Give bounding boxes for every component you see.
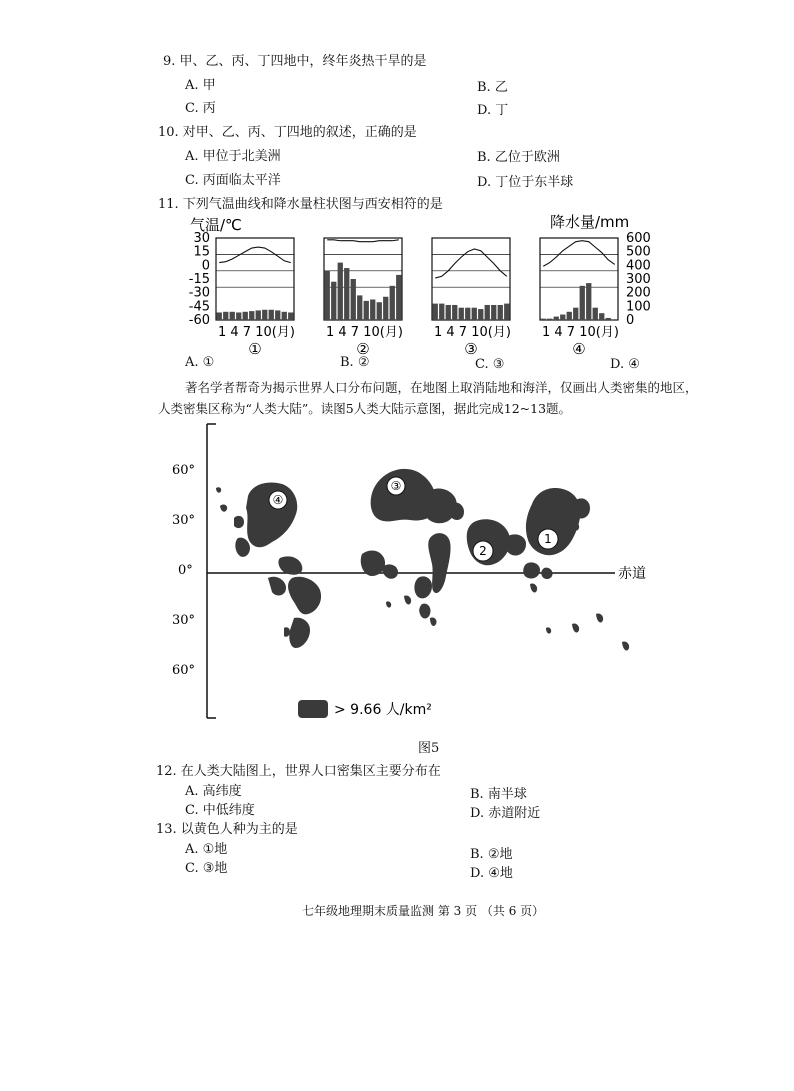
precip-bar — [282, 312, 287, 320]
precip-bar — [377, 302, 382, 320]
precip-bar — [504, 304, 509, 320]
q10-stem: 10. 对甲、乙、丙、丁四地的叙述，正确的是 — [158, 125, 417, 140]
precip-bar — [599, 313, 604, 320]
precip-bar — [338, 263, 343, 320]
precip-bar — [465, 308, 470, 320]
human-continent-map — [160, 418, 680, 730]
precip-tick-label: 500 — [626, 244, 651, 260]
precip-bar — [586, 283, 591, 320]
q9-option-d: D. 丁 — [477, 103, 509, 118]
temp-curve — [219, 247, 291, 262]
q12-option-d: D. 赤道附近 — [470, 806, 541, 821]
q10-option-d: D. 丁位于东半球 — [477, 175, 574, 190]
precip-bar — [236, 312, 241, 320]
precip-bar — [547, 319, 552, 320]
climate-charts — [170, 210, 670, 360]
page-footer: 七年级地理期末质量监测 第 3 页 （共 6 页） — [302, 904, 545, 918]
q13-option-c: C. ③地 — [185, 861, 228, 876]
precip-bar — [370, 300, 375, 321]
legend-swatch — [298, 700, 328, 718]
precip-bar — [243, 312, 248, 320]
precip-tick-label: 600 — [626, 231, 651, 246]
q12-option-a: A. 高纬度 — [185, 784, 242, 799]
precip-bar — [288, 312, 293, 320]
x-tick-labels: 1 4 7 10(月) — [218, 325, 295, 340]
precip-bar — [223, 312, 228, 320]
precip-bar — [256, 310, 261, 320]
precip-bar — [433, 304, 438, 320]
precip-tick-label: 0 — [626, 313, 635, 328]
temp-curve — [327, 240, 399, 242]
precip-bar — [478, 309, 483, 320]
q9-option-b: B. 乙 — [477, 80, 508, 95]
q9-option-c: C. 丙 — [185, 101, 216, 116]
temp-tick-label: -45 — [188, 299, 210, 315]
q12-stem: 12. 在人类大陆图上，世界人口密集区主要分布在 — [156, 764, 441, 779]
q12-option-b: B. 南半球 — [470, 787, 527, 802]
chart-number-label: ③ — [464, 340, 478, 358]
lat-label-30n: 30° — [172, 513, 196, 528]
precip-bar — [275, 310, 280, 320]
climate-chart-panel — [216, 238, 295, 358]
precip-bar — [383, 297, 388, 320]
precip-bar — [485, 305, 490, 320]
q13-option-a: A. ①地 — [185, 842, 228, 857]
precip-bar — [439, 304, 444, 320]
precip-bar — [554, 317, 559, 320]
precip-bar — [269, 310, 274, 320]
precip-bar — [351, 279, 356, 320]
lat-label-60s: 60° — [172, 663, 196, 678]
precip-bar — [580, 286, 585, 320]
intro-line-2: 人类密集区称为“人类大陆”。读图5人类大陆示意图，据此完成12~13题。 — [158, 401, 572, 416]
chart-frame — [540, 238, 618, 320]
temp-curve — [435, 249, 507, 278]
precip-bar — [396, 275, 401, 320]
lat-label-30s: 30° — [172, 613, 196, 628]
temp-tick-label: 15 — [193, 244, 210, 260]
precip-bar — [491, 305, 496, 320]
precip-bar — [606, 318, 611, 320]
climate-chart-panel — [540, 238, 619, 358]
region-label-2: 2 — [479, 544, 487, 558]
precip-tick-label: 400 — [626, 258, 651, 274]
q10-option-a: A. 甲位于北美洲 — [185, 149, 281, 164]
precip-bar — [446, 305, 451, 320]
chart-number-label: ④ — [572, 340, 586, 358]
chart-frame — [216, 238, 294, 320]
temp-tick-label: 0 — [201, 258, 210, 274]
equator-label: 赤道 — [618, 566, 646, 582]
q13-option-d: D. ④地 — [470, 866, 513, 881]
precip-tick-label: 300 — [626, 272, 651, 287]
precip-bar — [452, 305, 457, 320]
precip-bar — [331, 282, 336, 320]
q11-option-a: A. ① — [185, 355, 215, 370]
temp-tick-label: 30 — [193, 231, 210, 246]
precip-bar — [498, 305, 503, 320]
q10-option-b: B. 乙位于欧洲 — [477, 150, 560, 165]
climate-chart-panel — [432, 238, 511, 358]
region-label-4: ④ — [272, 493, 284, 507]
q13-stem: 13. 以黄色人种为主的是 — [156, 822, 298, 837]
q11-stem: 11. 下列气温曲线和降水量柱状图与西安相符的是 — [158, 197, 443, 212]
precip-bar — [567, 312, 572, 320]
temp-tick-label: -60 — [188, 313, 210, 328]
temp-curve — [543, 241, 615, 267]
precip-tick-label: 100 — [626, 299, 651, 315]
q11-option-b: B. ② — [340, 355, 370, 370]
q11-option-c: C. ③ — [475, 357, 505, 372]
temp-tick-label: -30 — [188, 285, 210, 301]
temp-tick-label: -15 — [188, 272, 210, 287]
precip-bar — [459, 308, 464, 320]
precip-bar — [541, 319, 546, 320]
lat-label-0: 0° — [178, 563, 193, 578]
q11-option-d: D. ④ — [610, 357, 640, 372]
precip-bar — [612, 319, 617, 320]
precip-bar — [573, 308, 578, 320]
precip-bar — [344, 268, 349, 320]
precip-bar — [262, 310, 267, 320]
precip-bar — [390, 286, 395, 320]
x-tick-labels: 1 4 7 10(月) — [542, 325, 619, 340]
q9-stem: 9. 甲、乙、丙、丁四地中，终年炎热干旱的是 — [163, 54, 427, 69]
precip-bar — [593, 308, 598, 320]
precip-tick-label: 200 — [626, 285, 651, 301]
precip-bar — [217, 312, 222, 320]
q12-option-c: C. 中低纬度 — [185, 803, 255, 818]
x-tick-labels: 1 4 7 10(月) — [326, 325, 403, 340]
precip-bar — [230, 312, 235, 320]
precip-bar — [560, 315, 565, 320]
intro-line-1: 著名学者帮奇为揭示世界人口分布问题，在地图上取消陆地和海洋，仅画出人类密集的地区， — [185, 380, 698, 395]
chart-number-label: ② — [356, 340, 370, 358]
climate-chart-panel — [324, 238, 403, 358]
precip-bar — [249, 311, 254, 320]
figure-caption: 图5 — [418, 741, 440, 756]
chart-number-label: ① — [248, 340, 262, 358]
precip-axis-title: 降水量/mm — [550, 213, 630, 231]
legend-text: > 9.66 人/km² — [334, 702, 432, 718]
q10-option-c: C. 丙面临太平洋 — [185, 173, 281, 188]
temp-axis-title: 气温/℃ — [190, 216, 242, 234]
lat-label-60n: 60° — [172, 463, 196, 478]
precip-bar — [357, 295, 362, 320]
precip-bar — [325, 271, 330, 320]
q13-option-b: B. ②地 — [470, 847, 513, 862]
precip-bar — [472, 308, 477, 320]
region-label-3: ③ — [390, 479, 402, 493]
q9-option-a: A. 甲 — [185, 78, 216, 93]
x-tick-labels: 1 4 7 10(月) — [434, 325, 511, 340]
region-label-1: 1 — [544, 532, 552, 546]
precip-bar — [364, 301, 369, 320]
